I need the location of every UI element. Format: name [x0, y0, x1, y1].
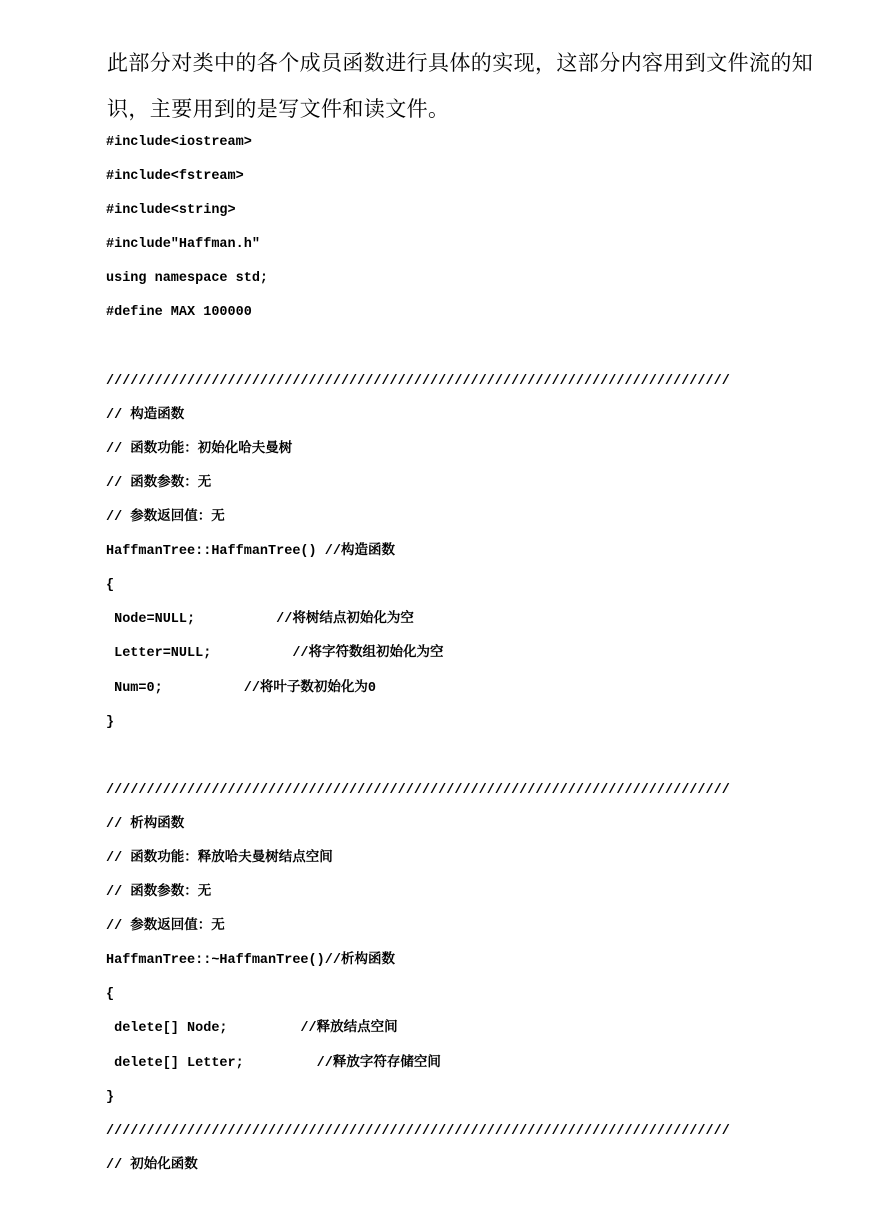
- code-line: }: [106, 714, 115, 730]
- code-line: [106, 331, 846, 365]
- code-line: /////////////////////////////////////////////////////////////////////////////: [106, 373, 730, 389]
- code-line: HaffmanTree::~HaffmanTree()//析构函数: [106, 953, 395, 969]
- code-line: {: [106, 578, 115, 594]
- code-line: }: [106, 1089, 115, 1105]
- code-line: // 函数功能：释放哈夫曼树结点空间: [106, 850, 333, 866]
- code-line: /////////////////////////////////////////////////////////////////////////////: [106, 1123, 730, 1139]
- code-line: /////////////////////////////////////////////////////////////////////////////: [106, 782, 730, 798]
- code-line: #include<string>: [106, 203, 236, 219]
- code-line: #include<iostream>: [106, 135, 252, 150]
- code-line: Letter=NULL; //将字符数组初始化为空: [106, 646, 444, 662]
- code-line: using namespace std;: [106, 271, 269, 287]
- code-line: HaffmanTree::HaffmanTree() //构造函数: [106, 544, 395, 560]
- code-line: // 函数参数：无: [106, 475, 212, 491]
- code-line: Node=NULL; //将树结点初始化为空: [106, 612, 414, 628]
- code-block: [106, 126, 846, 1183]
- code-line: // 函数参数：无: [106, 885, 212, 901]
- code-line: Num=0; //将叶子数初始化为0: [106, 680, 377, 696]
- code-line: // 构造函数: [106, 407, 185, 423]
- intro-paragraph: 此部分对类中的各个成员函数进行具体的实现，这部分内容用到文件流的知识，主要用到的是写文件和读文件。: [107, 51, 814, 121]
- code-line: delete[] Letter; //释放字符存储空间: [106, 1055, 441, 1071]
- code-line: delete[] Node; //释放结点空间: [106, 1021, 398, 1037]
- code-line: // 函数功能：初始化哈夫曼树: [106, 441, 293, 457]
- code-line: // 析构函数: [106, 816, 185, 832]
- code-line: #include"Haffman.h": [106, 237, 260, 253]
- code-line: #include<fstream>: [106, 169, 244, 185]
- code-line: {: [106, 987, 115, 1003]
- code-line: // 初始化函数: [106, 1157, 198, 1173]
- code-line: // 参数返回值：无: [106, 919, 225, 935]
- code-line: #define MAX 100000: [106, 305, 252, 321]
- code-line: [106, 740, 846, 774]
- code-line: // 参数返回值：无: [106, 510, 225, 526]
